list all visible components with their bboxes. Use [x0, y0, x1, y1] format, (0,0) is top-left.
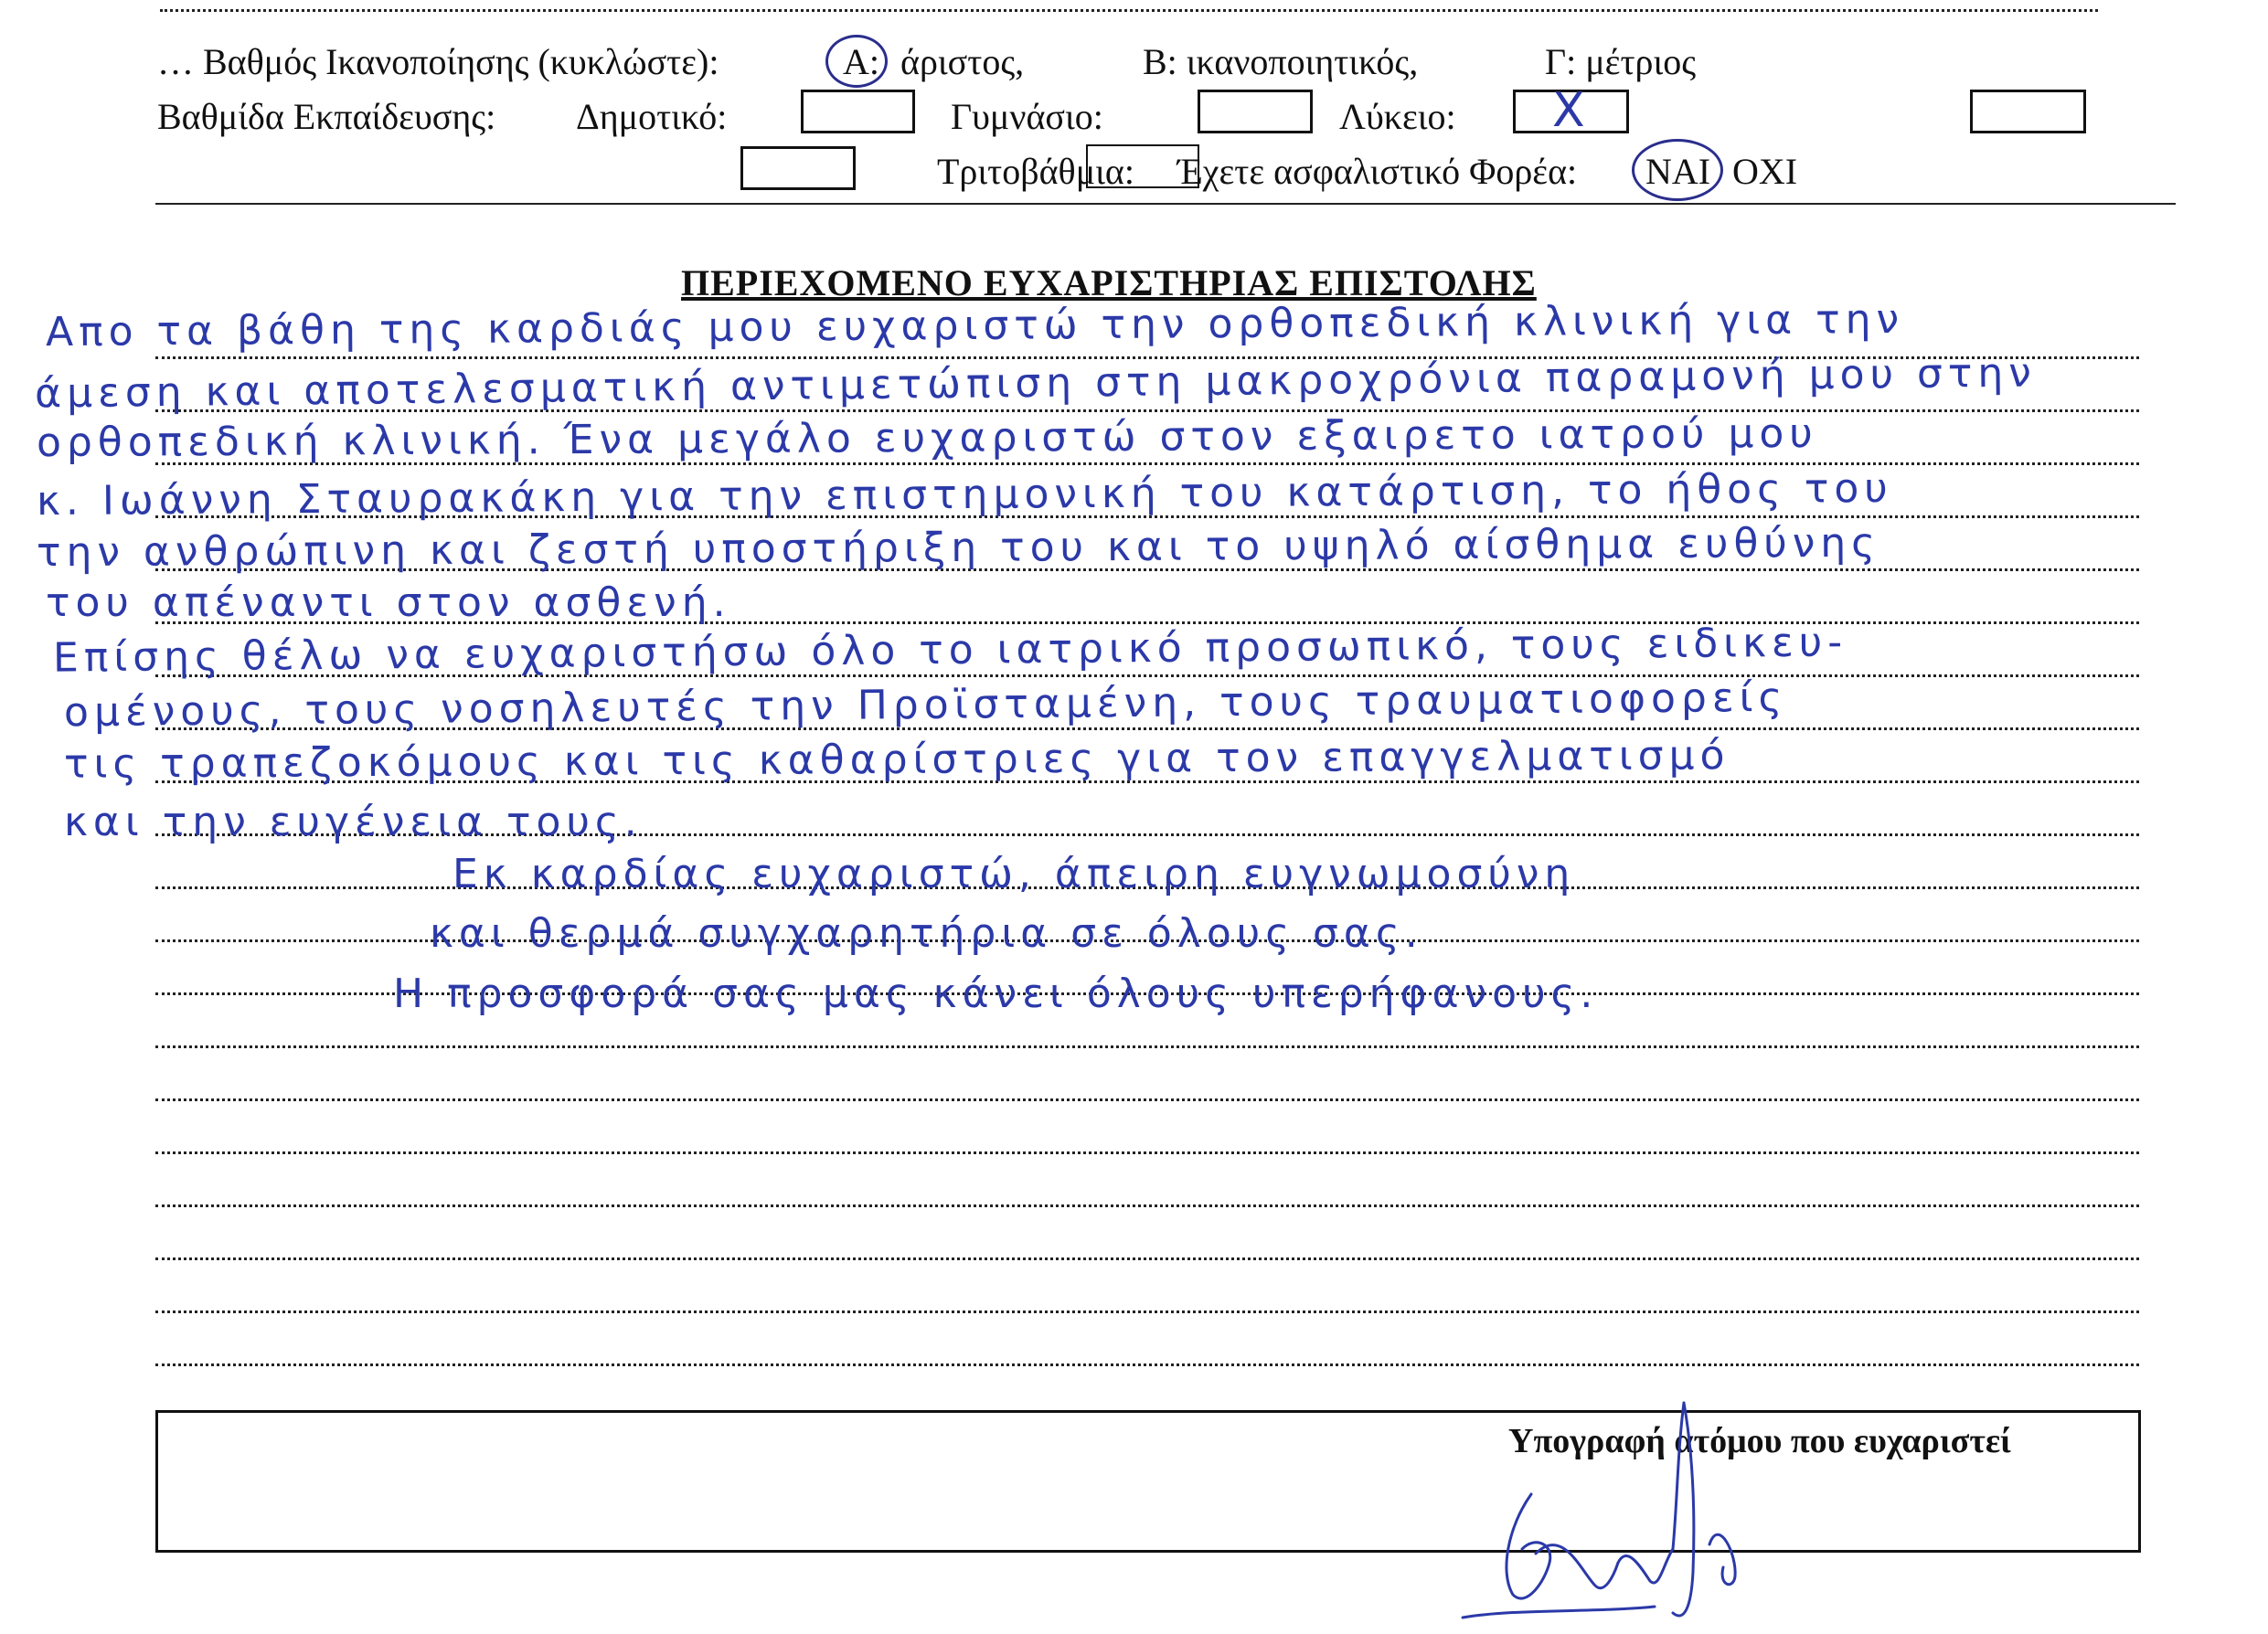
- letter-line-3: ορθοπεδική κλινική. Ένα μεγάλο ευχαριστώ στον εξαιρετο ιατρού μου: [36, 409, 1818, 467]
- letter-line-11: Εκ καρδίας ευχαριστώ, άπειρη ευγνωμοσύνη: [453, 851, 1576, 897]
- section-title: ΠΕΡΙΕΧΟΜΕΝΟ ΕΥΧΑΡΙΣΤΗΡΙΑΣ ΕΠΙΣΤΟΛΗΣ: [681, 262, 1537, 303]
- letter-line-7: Επίσης θέλω να ευχαριστήσω όλο το ιατρικό προσωπικό, τους ειδικευ-: [52, 619, 1848, 682]
- insurance-yes: ΝΑΙ: [1645, 151, 1711, 192]
- header-separator: [155, 203, 2176, 205]
- writing-line: [155, 1045, 2139, 1048]
- letter-line-4: κ. Ιωάννη Σταυρακάκη για την επιστημονική του κατάρτιση, το ήθος του: [36, 464, 1893, 525]
- letter-line-2: άμεση και αποτελεσματική αντιμετώπιση στη μακροχρόνια παραμονή μου στην: [34, 349, 2038, 418]
- education-option-primary: Δημοτικό:: [576, 96, 728, 137]
- rating-label: … Βαθμός Ικανοποίησης (κυκλώστε):: [157, 41, 719, 82]
- letter-line-8: ομένους, τους νοσηλευτές την Προϊσταμένη, τους τραυματιοφορείς: [63, 674, 1788, 737]
- writing-line: [155, 1204, 2139, 1207]
- education-middle-checkbox[interactable]: [1198, 90, 1313, 133]
- letter-line-10: και την ευγένεια τους.: [64, 799, 643, 845]
- writing-line: [155, 1098, 2139, 1101]
- insurance-label: Έχετε ασφαλιστικό Φορέα:: [1177, 151, 1578, 192]
- writing-line: [155, 1363, 2139, 1366]
- handwritten-signature: [1444, 1389, 1810, 1627]
- education-tertiary-checkbox[interactable]: [740, 146, 856, 190]
- rating-option-a-letter: A:: [843, 41, 879, 82]
- education-extra-checkbox[interactable]: [1970, 90, 2086, 133]
- education-option-middle: Γυμνάσιο:: [951, 96, 1103, 137]
- top-dotted-line: [160, 9, 2098, 12]
- letter-line-12: και θερμά συγχαρητήρια σε όλους σας.: [430, 910, 1423, 957]
- education-option-high: Λύκειο:: [1339, 96, 1456, 137]
- education-high-checkbox[interactable]: [1513, 83, 1629, 138]
- insurance-no: ΟΧΙ: [1732, 151, 1798, 192]
- letter-line-13: Η προσφορά σας μας κάνει όλους υπερήφανους.: [393, 971, 1599, 1017]
- letter-line-9: τις τραπεζοκόμους και τις καθαρίστριες για τον επαγγελματισμό: [63, 732, 1730, 788]
- rating-option-b: B: ικανοποιητικός,: [1143, 41, 1419, 82]
- tertiary-label: Τριτοβάθμια:: [937, 151, 1134, 192]
- writing-line: [155, 1310, 2139, 1313]
- rating-option-c: Γ: μέτριος: [1545, 41, 1697, 82]
- letter-line-1: Απο τα βάθη της καρδιάς μου ευχαριστώ την ορθοπεδική κλινική για την: [45, 295, 1905, 356]
- letter-line-5: την ανθρώπινη και ζεστή υποστήριξη του και το υψηλό αίσθημα ευθύνης: [36, 519, 1881, 577]
- rating-option-a-text: άριστος,: [900, 41, 1025, 82]
- education-label: Βαθμίδα Εκπαίδευσης:: [157, 96, 496, 137]
- writing-line: [155, 1257, 2139, 1260]
- letter-line-6: του απέναντι στον ασθενή.: [46, 579, 731, 626]
- signature-label: Υπογραφή ατόμου που ευχαριστεί: [1508, 1422, 2011, 1460]
- education-primary-checkbox[interactable]: [801, 90, 915, 133]
- checkbox-x-mark: X: [1552, 83, 1585, 138]
- writing-line: [155, 1151, 2139, 1154]
